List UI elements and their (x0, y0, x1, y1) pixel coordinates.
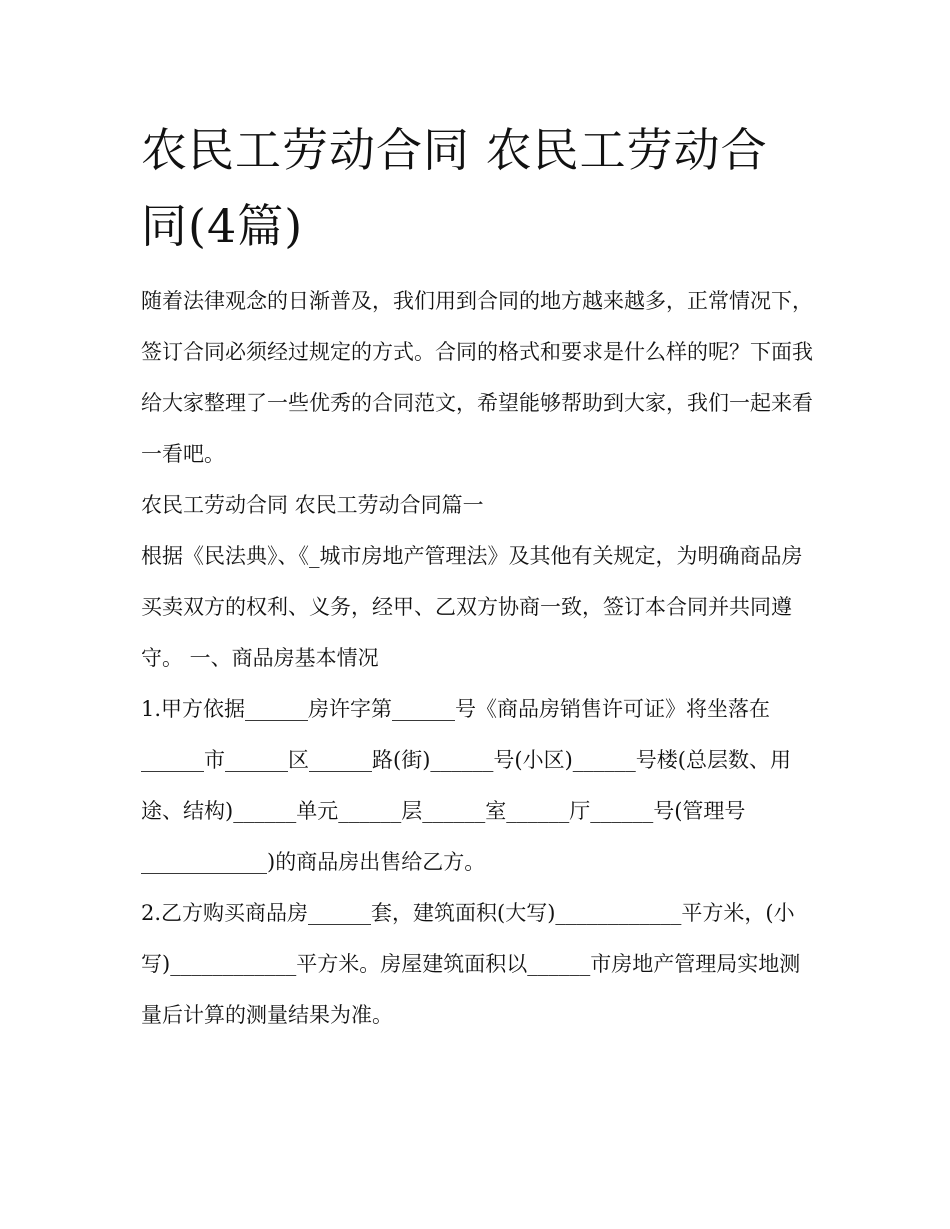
section-heading: 农民工劳动合同 农民工劳动合同篇一 (141, 493, 484, 517)
document-title: 农民工劳动合同 农民工劳动合同(4篇) (141, 123, 768, 253)
document-page (141, 112, 813, 1041)
clause-2-paragraph: 2.乙方购买商品房______套，建筑面积(大写)____________平方米，(小写)____________平方米。房屋建筑面积以______市房地产管理局实地测量后计算的测量结果为准。 (141, 901, 801, 1027)
intro-paragraph: 随着法律观念的日渐普及，我们用到合同的地方越来越多，正常情况下，签订合同必须经过规定的方式。合同的格式和要求是什么样的呢？下面我给大家整理了一些优秀的合同范文，希望能够帮助到大家，我们一起来看一看吧。 (141, 289, 813, 466)
preamble-paragraph: 根据《民法典》、《_城市房地产管理法》及其他有关规定，为明确商品房买卖双方的权利、义务，经甲、乙双方协商一致，签订本合同并共同遵守。 一、商品房基本情况 (141, 544, 803, 670)
clause-1-paragraph: 1.甲方依据______房许字第______号《商品房销售许可证》将坐落在______市______区______路(街)______号(小区)______号楼(总层数、用途、结构)______单元______层______室______厅______号(管理号____________)的商品房出售给乙方。 (141, 697, 791, 874)
